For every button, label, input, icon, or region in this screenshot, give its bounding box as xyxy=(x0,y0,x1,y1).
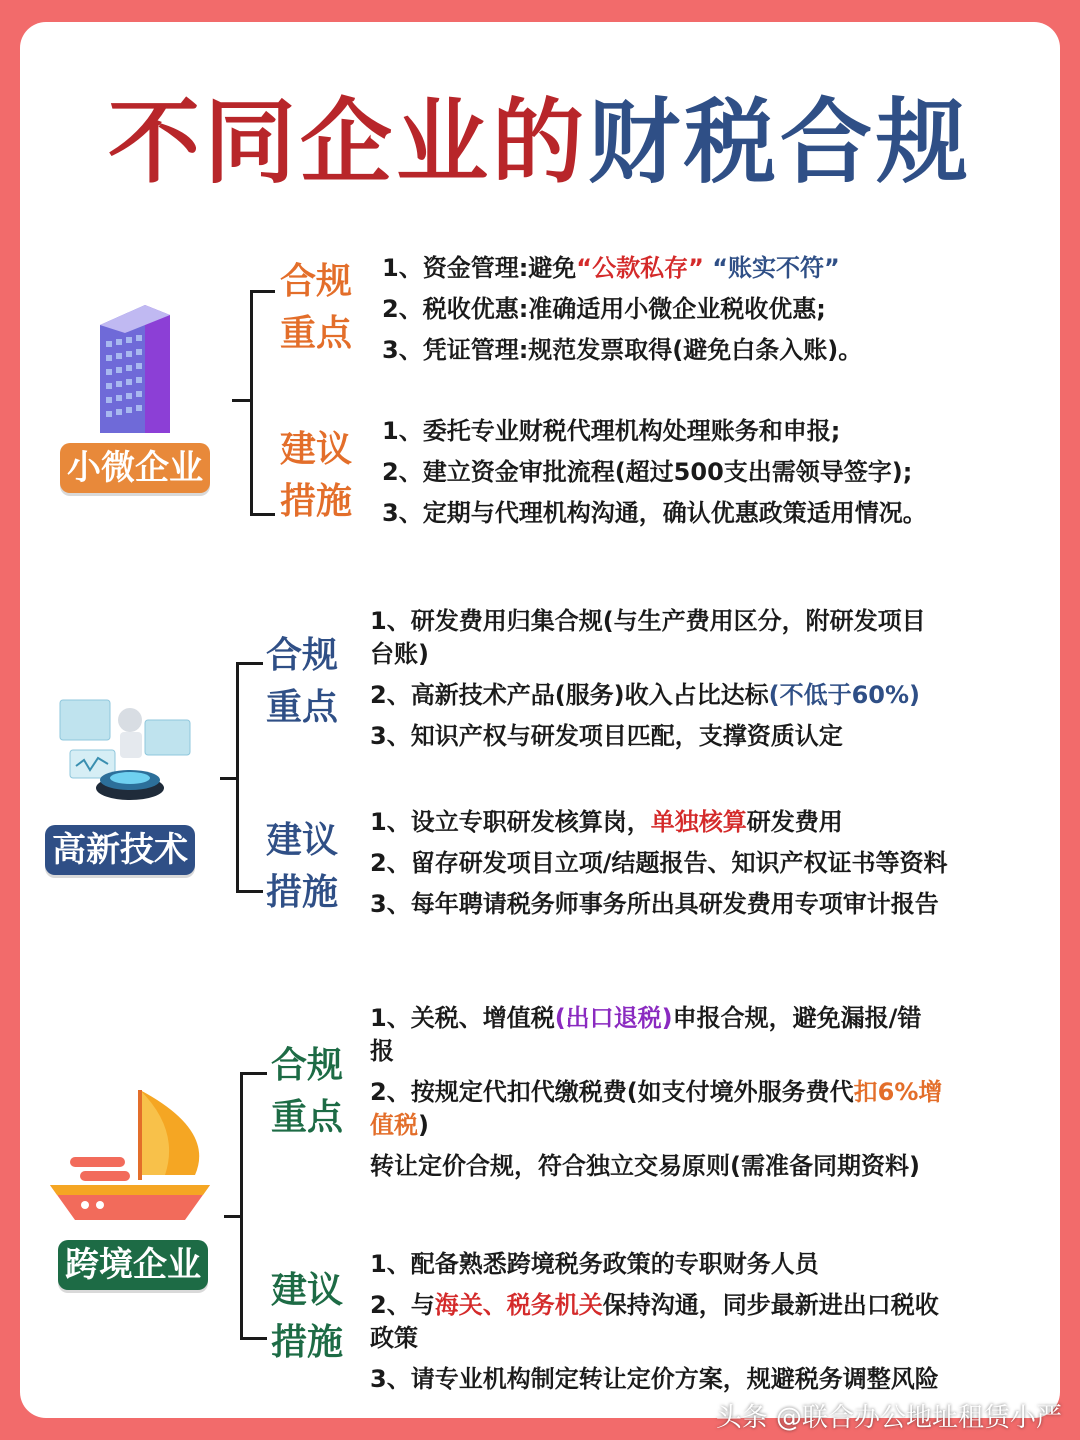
bracket xyxy=(236,662,263,893)
page-title: 不同企业的财税合规 xyxy=(107,89,973,196)
list-item: 3、凭证管理:规范发票取得(避免白条入账)。 xyxy=(382,336,863,364)
list-item: 1、委托专业财税代理机构处理账务和申报; xyxy=(382,417,841,445)
list-item: 1、资金管理:避免“公款私存” “账实不符” xyxy=(382,254,840,282)
list-item: 3、请专业机构制定转让定价方案，规避税务调整风险 xyxy=(370,1365,939,1393)
category-suggested-measures: 建议 措施 xyxy=(265,820,338,913)
building-icon xyxy=(90,295,180,435)
list-item: 1、关税、增值税(出口退税)申报合规，避免漏报/错 报 xyxy=(370,1004,922,1065)
tech-robot-icon xyxy=(50,680,200,810)
list-item: 转让定价合规，符合独立交易原则(需准备同期资料) xyxy=(370,1152,920,1180)
list-item: 3、知识产权与研发项目匹配，支撑资质认定 xyxy=(370,722,843,750)
watermark: 头条 @联合办公地址租赁小严 xyxy=(715,1403,1062,1433)
category-suggested-measures: 建议 措施 xyxy=(270,1270,343,1363)
list-item: 2、留存研发项目立项/结题报告、知识产权证书等资料 xyxy=(370,849,948,877)
list-item: 2、按规定代扣代缴税费(如支付境外服务费代扣6%增 值税) xyxy=(370,1078,943,1139)
suggested-measures-list xyxy=(370,1248,1030,1404)
list-item: 3、定期与代理机构沟通，确认优惠政策适用情况。 xyxy=(382,499,927,527)
list-item: 1、配备熟悉跨境税务政策的专职财务人员 xyxy=(370,1250,819,1278)
list-item: 1、研发费用归集合规(与生产费用区分，附研发项目 台账) xyxy=(370,607,926,668)
bracket xyxy=(240,1072,267,1340)
bracket xyxy=(250,290,275,516)
category-suggested-measures: 建议 措施 xyxy=(279,429,352,522)
bracket-tick xyxy=(224,1215,242,1218)
category-compliance-focus: 合规 重点 xyxy=(265,635,338,728)
list-item: 1、设立专职研发核算岗，单独核算研发费用 xyxy=(370,808,843,836)
category-compliance-focus: 合规 重点 xyxy=(270,1045,343,1138)
list-item: 2、高新技术产品(服务)收入占比达标(不低于60%) xyxy=(370,681,921,709)
enterprise-label: 高新技术 xyxy=(45,825,195,875)
category-compliance-focus: 合规 重点 xyxy=(279,261,352,354)
compliance-focus-list xyxy=(370,1002,1030,1191)
suggested-measures-list xyxy=(370,806,1050,929)
list-item: 3、每年聘请税务师事务所出具研发费用专项审计报告 xyxy=(370,890,939,918)
bracket-tick xyxy=(232,399,252,402)
list-item: 2、税收优惠:准确适用小微企业税收优惠; xyxy=(382,295,826,323)
list-item: 2、建立资金审批流程(超过500支出需领导签字); xyxy=(382,458,913,486)
compliance-focus-list xyxy=(382,252,1042,375)
suggested-measures-list xyxy=(382,415,1042,538)
list-item: 2、与海关、税务机关保持沟通，同步最新进出口税收 政策 xyxy=(370,1291,939,1352)
bracket-tick xyxy=(220,777,238,780)
enterprise-label: 小微企业 xyxy=(60,443,210,493)
ship-icon xyxy=(45,1085,215,1225)
enterprise-label: 跨境企业 xyxy=(58,1240,208,1290)
compliance-focus-list xyxy=(370,605,1030,761)
